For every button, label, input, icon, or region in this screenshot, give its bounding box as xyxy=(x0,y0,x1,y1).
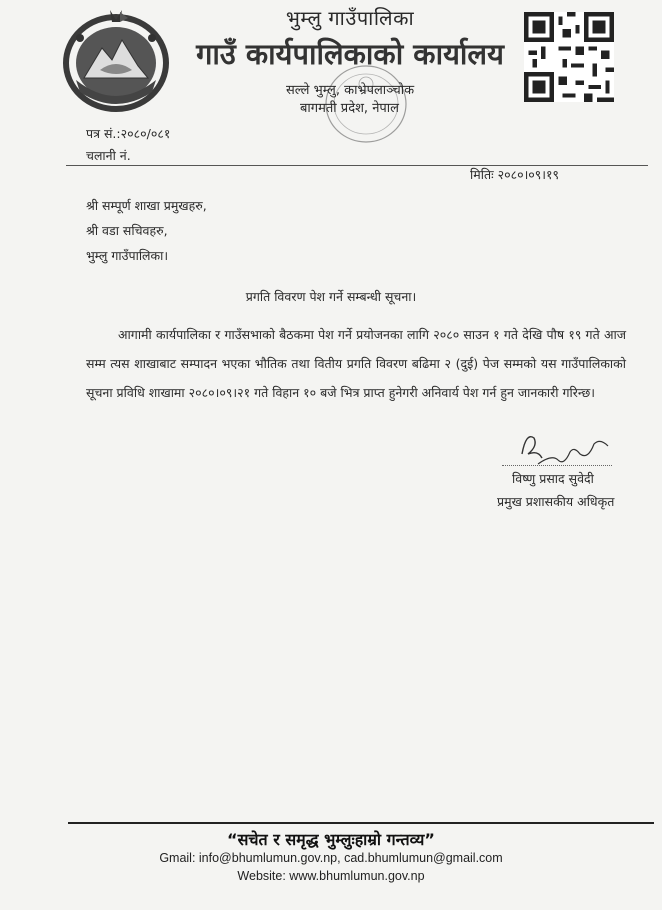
address-line-1: सल्ले भुम्लु, काभ्रेपलाञ्चोक xyxy=(286,83,415,98)
letter-subject: प्रगति विवरण पेश गर्ने सम्बन्धी सूचना। xyxy=(245,289,417,304)
letter-date: मितिः २०८०।०९।१९ xyxy=(470,167,560,182)
handwritten-signature xyxy=(508,424,618,474)
recipient-line: श्री वडा सचिवहरु, xyxy=(86,223,168,238)
footer-divider xyxy=(68,822,654,824)
signatory-title: प्रमुख प्रशासकीय अधिकृत xyxy=(497,494,615,509)
footer-slogan: “सचेत र समृद्ध भुम्लुःहाम्रो गन्तव्य” xyxy=(227,830,435,849)
office-name: गाउँ कार्यपालिकाको कार्यालय xyxy=(196,37,504,71)
qr-code xyxy=(524,12,614,102)
municipality-name: भुम्लु गाउँपालिका xyxy=(285,6,415,30)
recipient-line: भुम्लु गाउँपालिका। xyxy=(86,248,169,263)
government-emblem xyxy=(60,8,172,114)
footer-email: Gmail: info@bhumlumun.gov.np, cad.bhumlumun@gmail.com xyxy=(159,851,503,865)
signatory-name: विष्णु प्रसाद सुवेदी xyxy=(512,471,594,486)
signature-line xyxy=(502,465,612,466)
address-line-2: बागमती प्रदेश, नेपाल xyxy=(300,101,399,116)
footer-website: Website: www.bhumlumun.gov.np xyxy=(237,869,425,883)
letter-reference-number: पत्र सं.:२०८०/०८१ xyxy=(86,126,171,141)
letter-body: आगामी कार्यपालिका र गाउँसभाको बैठकमा पेश गर्ने प्रयोजनका लागि २०८० साउन १ गते देखि पौष १९ गते आज सम्म त्यस शाखाबाट सम्पादन भएका भौतिक तथा वितीय प्रगति विवरण बढिमा २ (दुई) पेज सम्मको यस गाउँपालिकाको सूचना प्रविधि शाखामा २०८०।०९।२१ गते विहान १० बजे भित्र प्राप्त हुनेगरी अनिवार्य पेश गर्न हुन जानकारी गरिन्छ। xyxy=(86,327,626,400)
recipient-line: श्री सम्पूर्ण शाखा प्रमुखहरु, xyxy=(86,198,207,213)
header-divider xyxy=(66,165,648,166)
dispatch-number: चलानी नं. xyxy=(86,148,131,163)
